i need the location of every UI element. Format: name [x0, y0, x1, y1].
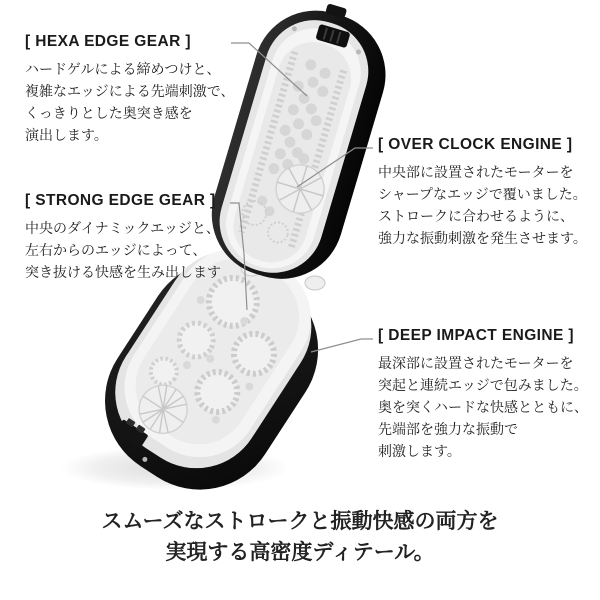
callout-line: ストロークに合わせるように、: [378, 208, 574, 224]
callout-title: [ HEXA EDGE GEAR ]: [25, 33, 191, 50]
callout-line: 突起と連続エッジで包みました。: [378, 377, 588, 393]
callout-line: くっきりとした奥突き感を: [25, 105, 193, 121]
callout-line: 最深部に設置されたモーターを: [378, 355, 574, 371]
footer-line: 実現する高密度ディテール。: [165, 541, 435, 564]
footer-line: スムーズなストロークと振動快感の両方を: [101, 510, 499, 533]
callout-title: [ STRONG EDGE GEAR ]: [25, 192, 216, 209]
callout-line: 刺激します。: [378, 443, 461, 459]
callout-title: [ OVER CLOCK ENGINE ]: [378, 136, 573, 153]
callout-hexa-edge-gear: [25, 33, 234, 146]
callout-line: ハードゲルによる締めつけと、: [25, 61, 221, 77]
callout-line: 先端部を強力な振動で: [378, 421, 518, 437]
callout-deep-impact-engine: [378, 327, 588, 462]
callout-line: 中央のダイナミックエッジと、: [25, 220, 220, 236]
callout-strong-edge-gear: [25, 192, 221, 283]
callout-line: 中央部に設置されたモーターを: [378, 164, 574, 180]
callout-line: 奥を突くハードな快感とともに、: [378, 399, 588, 415]
callout-title: [ DEEP IMPACT ENGINE ]: [378, 327, 574, 344]
callout-over-clock-engine: [378, 136, 587, 249]
callout-line: 突き抜ける快感を生み出します: [25, 264, 221, 280]
callout-line: 複雑なエッジによる先端刺激で、: [25, 83, 235, 99]
leader-line-deep-impact-engine: [311, 339, 373, 352]
callout-line: 強力な振動刺激を発生させます。: [378, 230, 587, 246]
footer-heading: [0, 506, 600, 568]
callout-line: 左右からのエッジによって、: [25, 242, 207, 258]
callout-line: 演出します。: [25, 127, 108, 143]
callout-line: シャープなエッジで覆いました。: [378, 186, 587, 202]
